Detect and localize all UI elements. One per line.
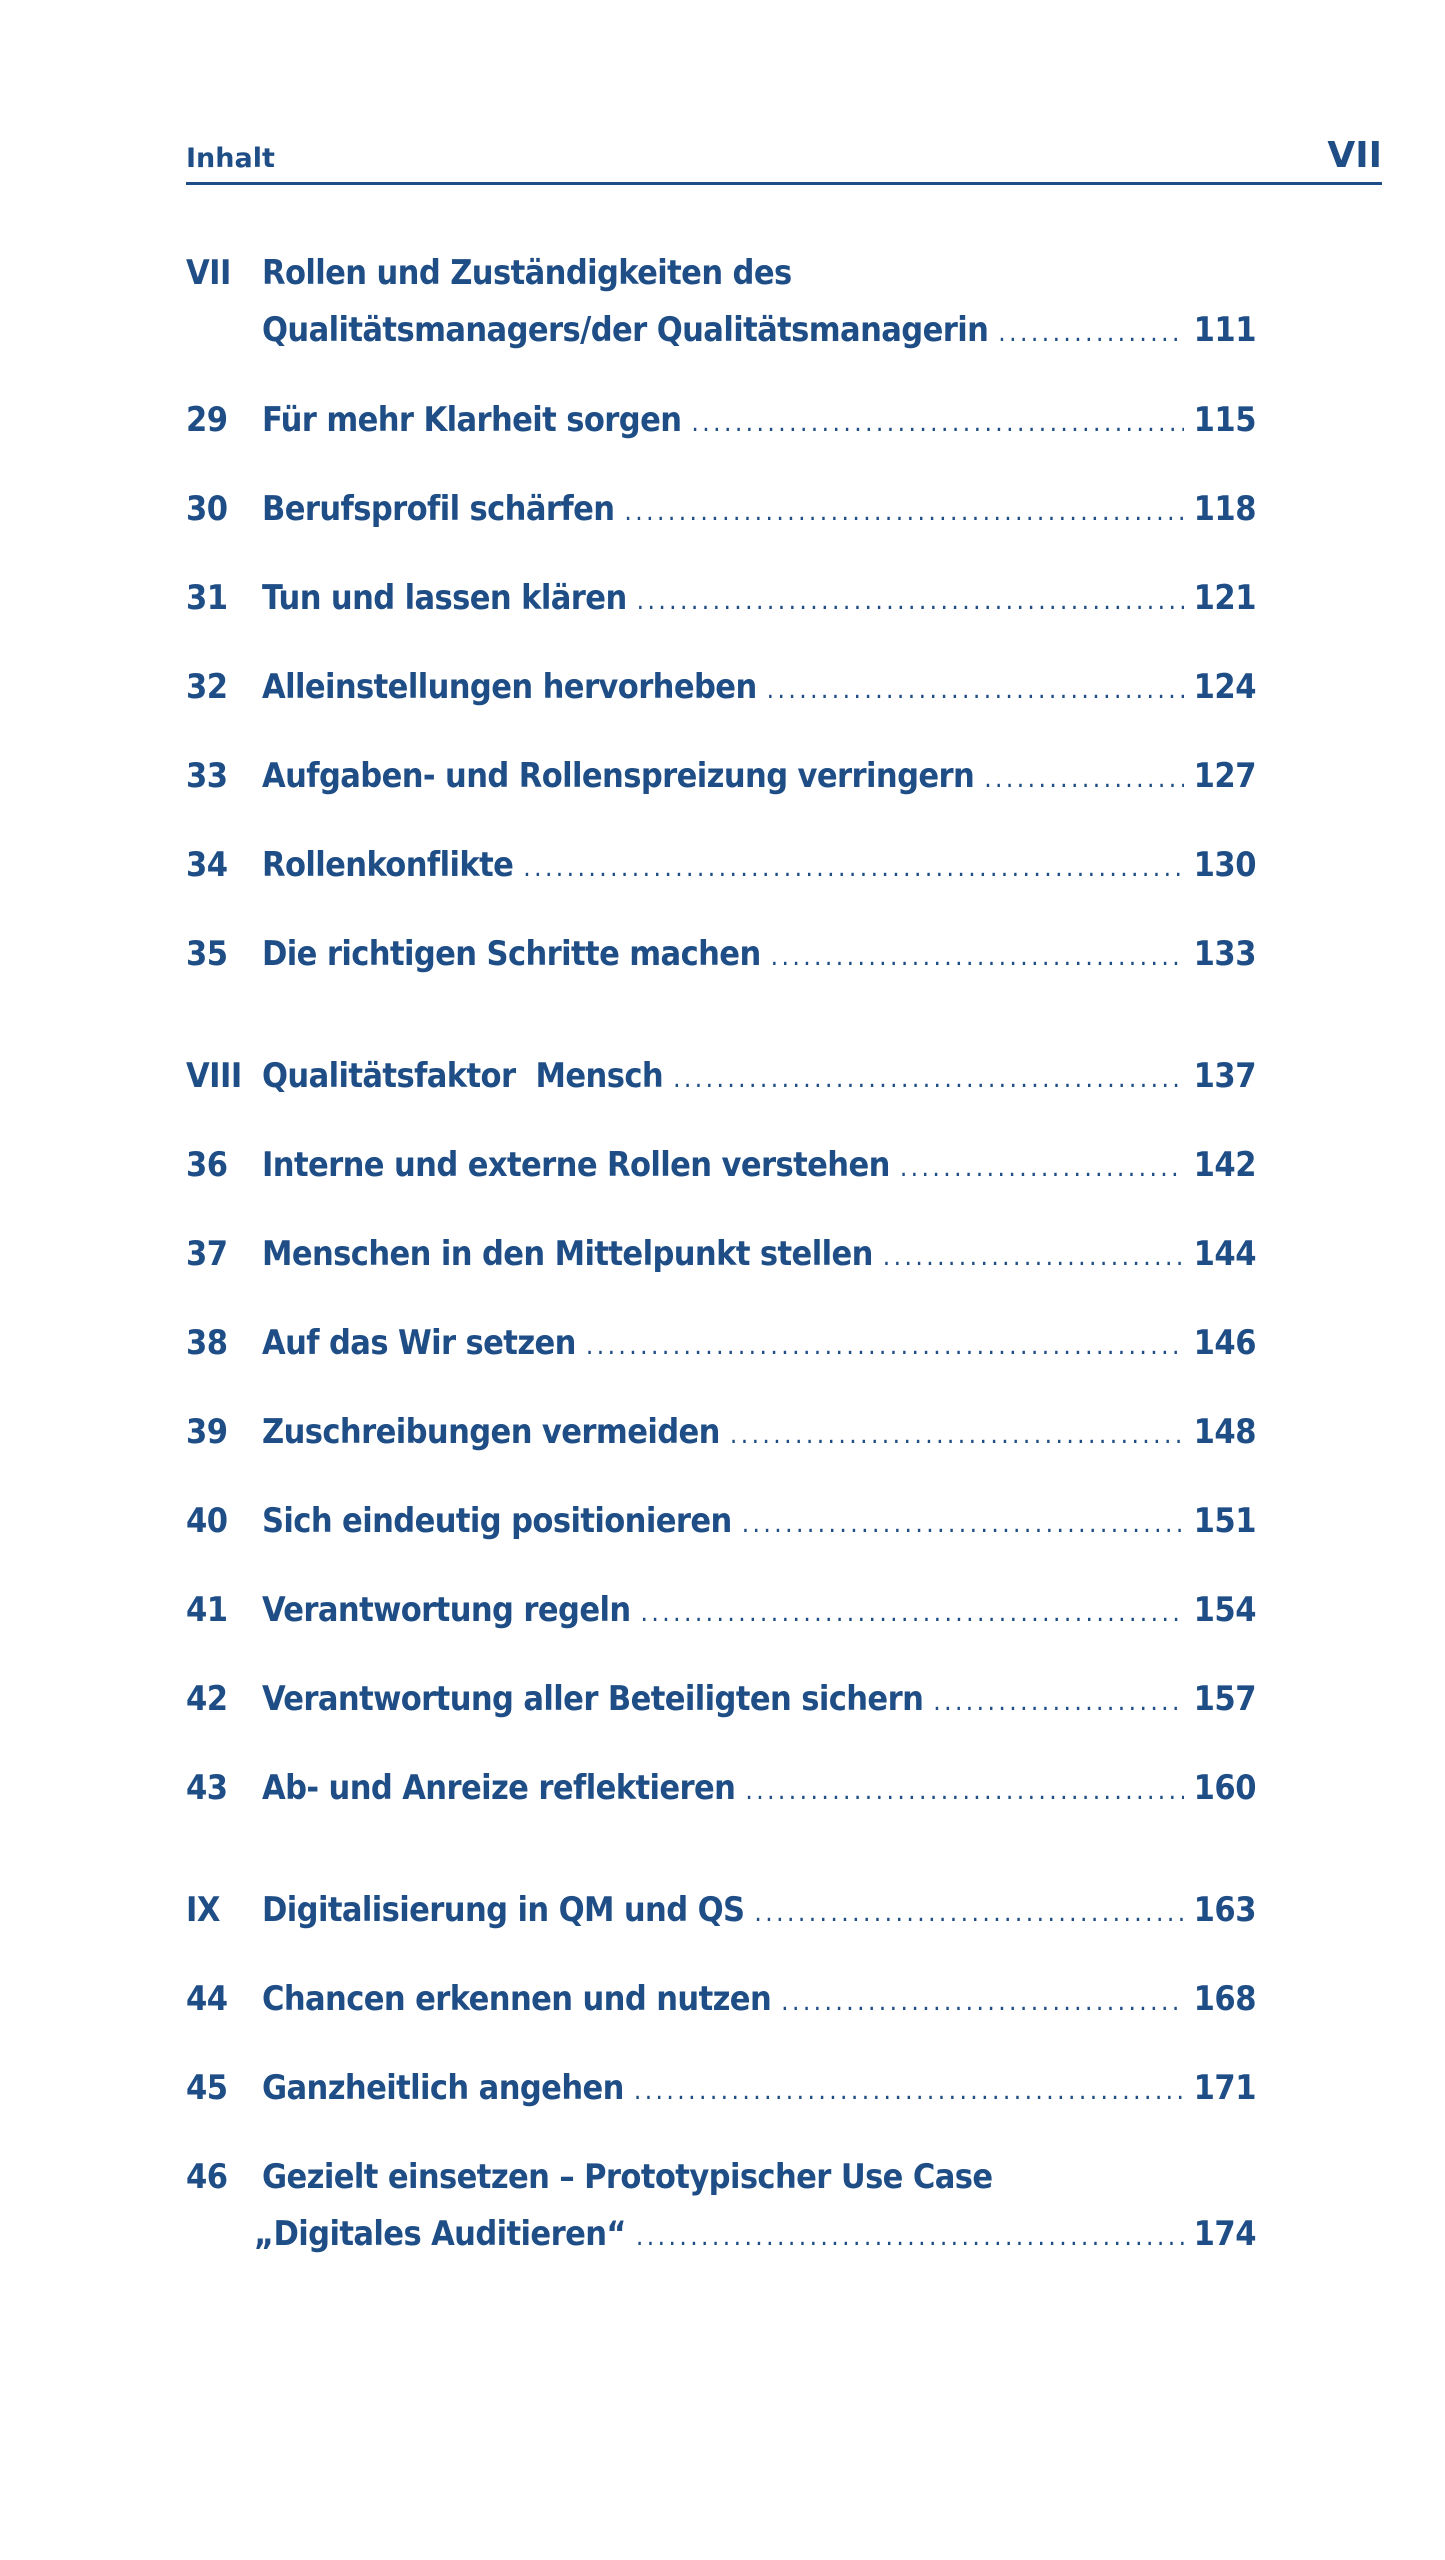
entry-title: Verantwortung aller Beteiligten sichern [262,1679,924,1719]
entry-number: 42 [186,1679,228,1719]
entry-number: 34 [186,845,228,885]
entry-title: Ganzheitlich angehen [262,2068,624,2108]
entry-page: 115 [1193,400,1256,440]
entry-title: Tun und lassen klären [262,578,627,618]
entry-number: 32 [186,667,228,707]
entry-number: 44 [186,1979,228,2019]
entry-page: 146 [1193,1323,1256,1363]
toc-entry[interactable] [186,481,1256,537]
dot-leader [745,1763,1183,1819]
dot-leader [900,1140,1184,1196]
entry-page: 148 [1193,1412,1256,1452]
toc-entry[interactable] [186,1971,1256,2027]
entry-title: Aufgaben- und Rollenspreizung verringern [262,756,975,796]
entry-title-line1: Rollen und Zuständigkeiten des [262,253,792,293]
toc-entry[interactable] [186,1882,1256,1938]
dot-leader [730,1407,1184,1463]
toc-entry[interactable] [186,1760,1256,1816]
entry-title: Rollenkonflikte [262,845,514,885]
entry-page: 142 [1193,1145,1256,1185]
toc-entry[interactable] [186,1226,1256,1282]
entry-title: Alleinstellungen hervorheben [262,667,757,707]
entry-title: Digitalisierung in QM und QS [262,1890,745,1930]
header-label: Inhalt [186,143,275,174]
toc-entry-continuation[interactable] [186,302,1256,358]
dot-leader [636,2209,1184,2265]
entry-title: Qualitätsfaktor Mensch [262,1056,664,1096]
toc-entry[interactable] [186,1137,1256,1193]
entry-page: 137 [1193,1056,1256,1096]
toc-entry[interactable] [186,837,1256,893]
entry-page: 168 [1193,1979,1256,2019]
entry-title: Chancen erkennen und nutzen [262,1979,772,2019]
dot-leader [637,573,1184,629]
dot-leader [634,2063,1184,2119]
entry-page: 121 [1193,578,1256,618]
entry-page: 157 [1193,1679,1256,1719]
entry-number: 39 [186,1412,228,1452]
entry-number: 38 [186,1323,228,1363]
entry-page: 171 [1193,2068,1256,2108]
toc-entry[interactable] [186,1493,1256,1549]
toc-entry[interactable] [186,2060,1256,2116]
toc-entry[interactable] [186,1404,1256,1460]
entry-number: 41 [186,1590,228,1630]
toc-entry[interactable] [186,245,1256,301]
entry-page: 163 [1193,1890,1256,1930]
dot-leader [883,1229,1184,1285]
toc-entry[interactable] [186,926,1256,982]
toc-entry[interactable] [186,1315,1256,1371]
entry-page: 118 [1193,489,1256,529]
entry-page: 130 [1193,845,1256,885]
entry-number: 46 [186,2157,228,2197]
entry-title: Berufsprofil schärfen [262,489,615,529]
entry-number: 31 [186,578,228,618]
entry-page: 144 [1193,1234,1256,1274]
toc-entry[interactable] [186,392,1256,448]
dot-leader [523,840,1183,896]
dot-leader [767,662,1184,718]
dot-leader [624,484,1183,540]
dot-leader [641,1585,1184,1641]
dot-leader [781,1974,1184,2030]
dot-leader [984,751,1183,807]
entry-title: Ab- und Anreize reflektieren [262,1768,736,1808]
toc-entry[interactable] [186,659,1256,715]
entry-number: 45 [186,2068,228,2108]
entry-number: 35 [186,934,228,974]
entry-page: 151 [1193,1501,1256,1541]
entry-number: VII [186,253,231,293]
entry-number: IX [186,1890,220,1930]
header-page-number: VII [1327,135,1382,176]
entry-number: 33 [186,756,228,796]
entry-title: Zuschreibungen vermeiden [262,1412,720,1452]
entry-page: 127 [1193,756,1256,796]
entry-number: 29 [186,400,228,440]
entry-number: 43 [186,1768,228,1808]
entry-number: VIII [186,1056,242,1096]
entry-title: Menschen in den Mittelpunkt stellen [262,1234,873,1274]
entry-title: Sich eindeutig positionieren [262,1501,732,1541]
entry-title: Für mehr Klarheit sorgen [262,400,682,440]
toc-entry[interactable] [186,1582,1256,1638]
entry-title: Interne und externe Rollen verstehen [262,1145,890,1185]
toc-entry-continuation[interactable] [186,2206,1256,2262]
entry-title-line1: Gezielt einsetzen – Prototypischer Use Case [262,2157,993,2197]
running-header [186,122,1382,185]
dot-leader [754,1885,1183,1941]
entry-title: Die richtigen Schritte machen [262,934,761,974]
dot-leader [673,1051,1184,1107]
entry-page: 154 [1193,1590,1256,1630]
toc-entry[interactable] [186,748,1256,804]
dot-leader [998,305,1183,361]
dot-leader [691,395,1183,451]
toc-entry[interactable] [186,570,1256,626]
toc-entry[interactable] [186,2149,1256,2205]
entry-title: Verantwortung regeln [262,1590,631,1630]
entry-page: 124 [1193,667,1256,707]
dot-leader [586,1318,1184,1374]
entry-title: Qualitätsmanagers/der Qualitätsmanagerin [262,310,989,350]
entry-page: 160 [1193,1768,1256,1808]
entry-title: „Digitales Auditieren“ [254,2214,626,2254]
entry-page: 111 [1193,310,1256,350]
dot-leader [742,1496,1184,1552]
toc-entry[interactable] [186,1671,1256,1727]
toc-entry[interactable] [186,1048,1256,1104]
entry-number: 37 [186,1234,228,1274]
dot-leader [771,929,1184,985]
entry-number: 40 [186,1501,228,1541]
entry-number: 36 [186,1145,228,1185]
entry-number: 30 [186,489,228,529]
dot-leader [933,1674,1183,1730]
entry-page: 174 [1193,2214,1256,2254]
entry-page: 133 [1193,934,1256,974]
entry-title: Auf das Wir setzen [262,1323,576,1363]
